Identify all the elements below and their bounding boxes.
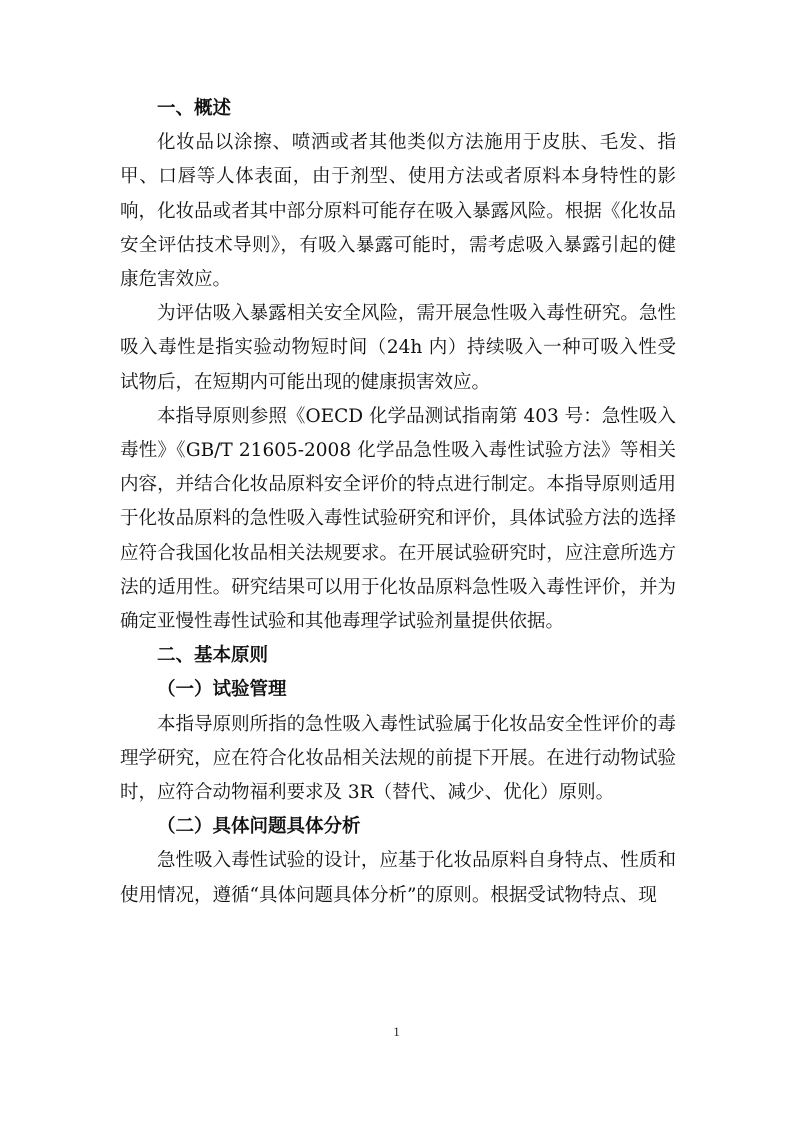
paragraph-case-by-case: 急性吸入毒性试验的设计，应基于化妆品原料自身特点、性质和使用情况，遵循“具体问题具体分析”的原则。根据受试物特点、现 bbox=[120, 850, 676, 906]
paragraph-overview-2: 为评估吸入暴露相关安全风险，需开展急性吸入毒性研究。急性吸入毒性是指实验动物短时间（24h 内）持续吸入一种可吸入性受试物后，在短期内可能出现的健康损害效应。 bbox=[120, 303, 676, 393]
section-heading-basic-principles: 二、基本原则 bbox=[157, 645, 269, 667]
section-heading-overview: 一、概述 bbox=[157, 98, 232, 119]
paragraph-test-management: 本指导原则所指的急性吸入毒性试验属于化妆品安全性评价的毒理学研究，应在符合化妆品相关法规的前提下开展。在进行动物试验时，应符合动物福利要求及 3R（替代、减少、优化）原则。 bbox=[120, 713, 676, 804]
page-number: 1 bbox=[393, 1024, 400, 1039]
paragraph-overview-3: 本指导原则参照《OECD 化学品测试指南第 403 号：急性吸入毒性》《GB/T 21605-2008 化学品急性吸入毒性试验方法》等相关内容，并结合化妆品原料安全评价的特点进行制定。本指导原则适用于化妆品原料的急性吸入毒性试验研究和评价，具体试验方法的选择应符合我国化妆品相关法规要求。在开展试验研究时，应注意所选方法的适用性。研究结果可以用于化妆品原料急性吸入毒性评价，并为确定亚慢性毒性试验和其他毒理学试验剂量提供依据。 bbox=[120, 405, 676, 633]
subheading-case-by-case: （二）具体问题具体分析 bbox=[157, 816, 361, 838]
document-body bbox=[120, 92, 676, 913]
subheading-test-management: （一）试验管理 bbox=[157, 679, 287, 701]
paragraph-overview-1: 化妆品以涂擦、喷洒或者其他类似方法施用于皮肤、毛发、指甲、口唇等人体表面，由于剂型、使用方法或者原料本身特性的影响，化妆品或者其中部分原料可能存在吸入暴露风险。根据《化妆品安全评估技术导则》，有吸入暴露可能时，需考虑吸入暴露引起的健康危害效应。 bbox=[120, 132, 676, 291]
